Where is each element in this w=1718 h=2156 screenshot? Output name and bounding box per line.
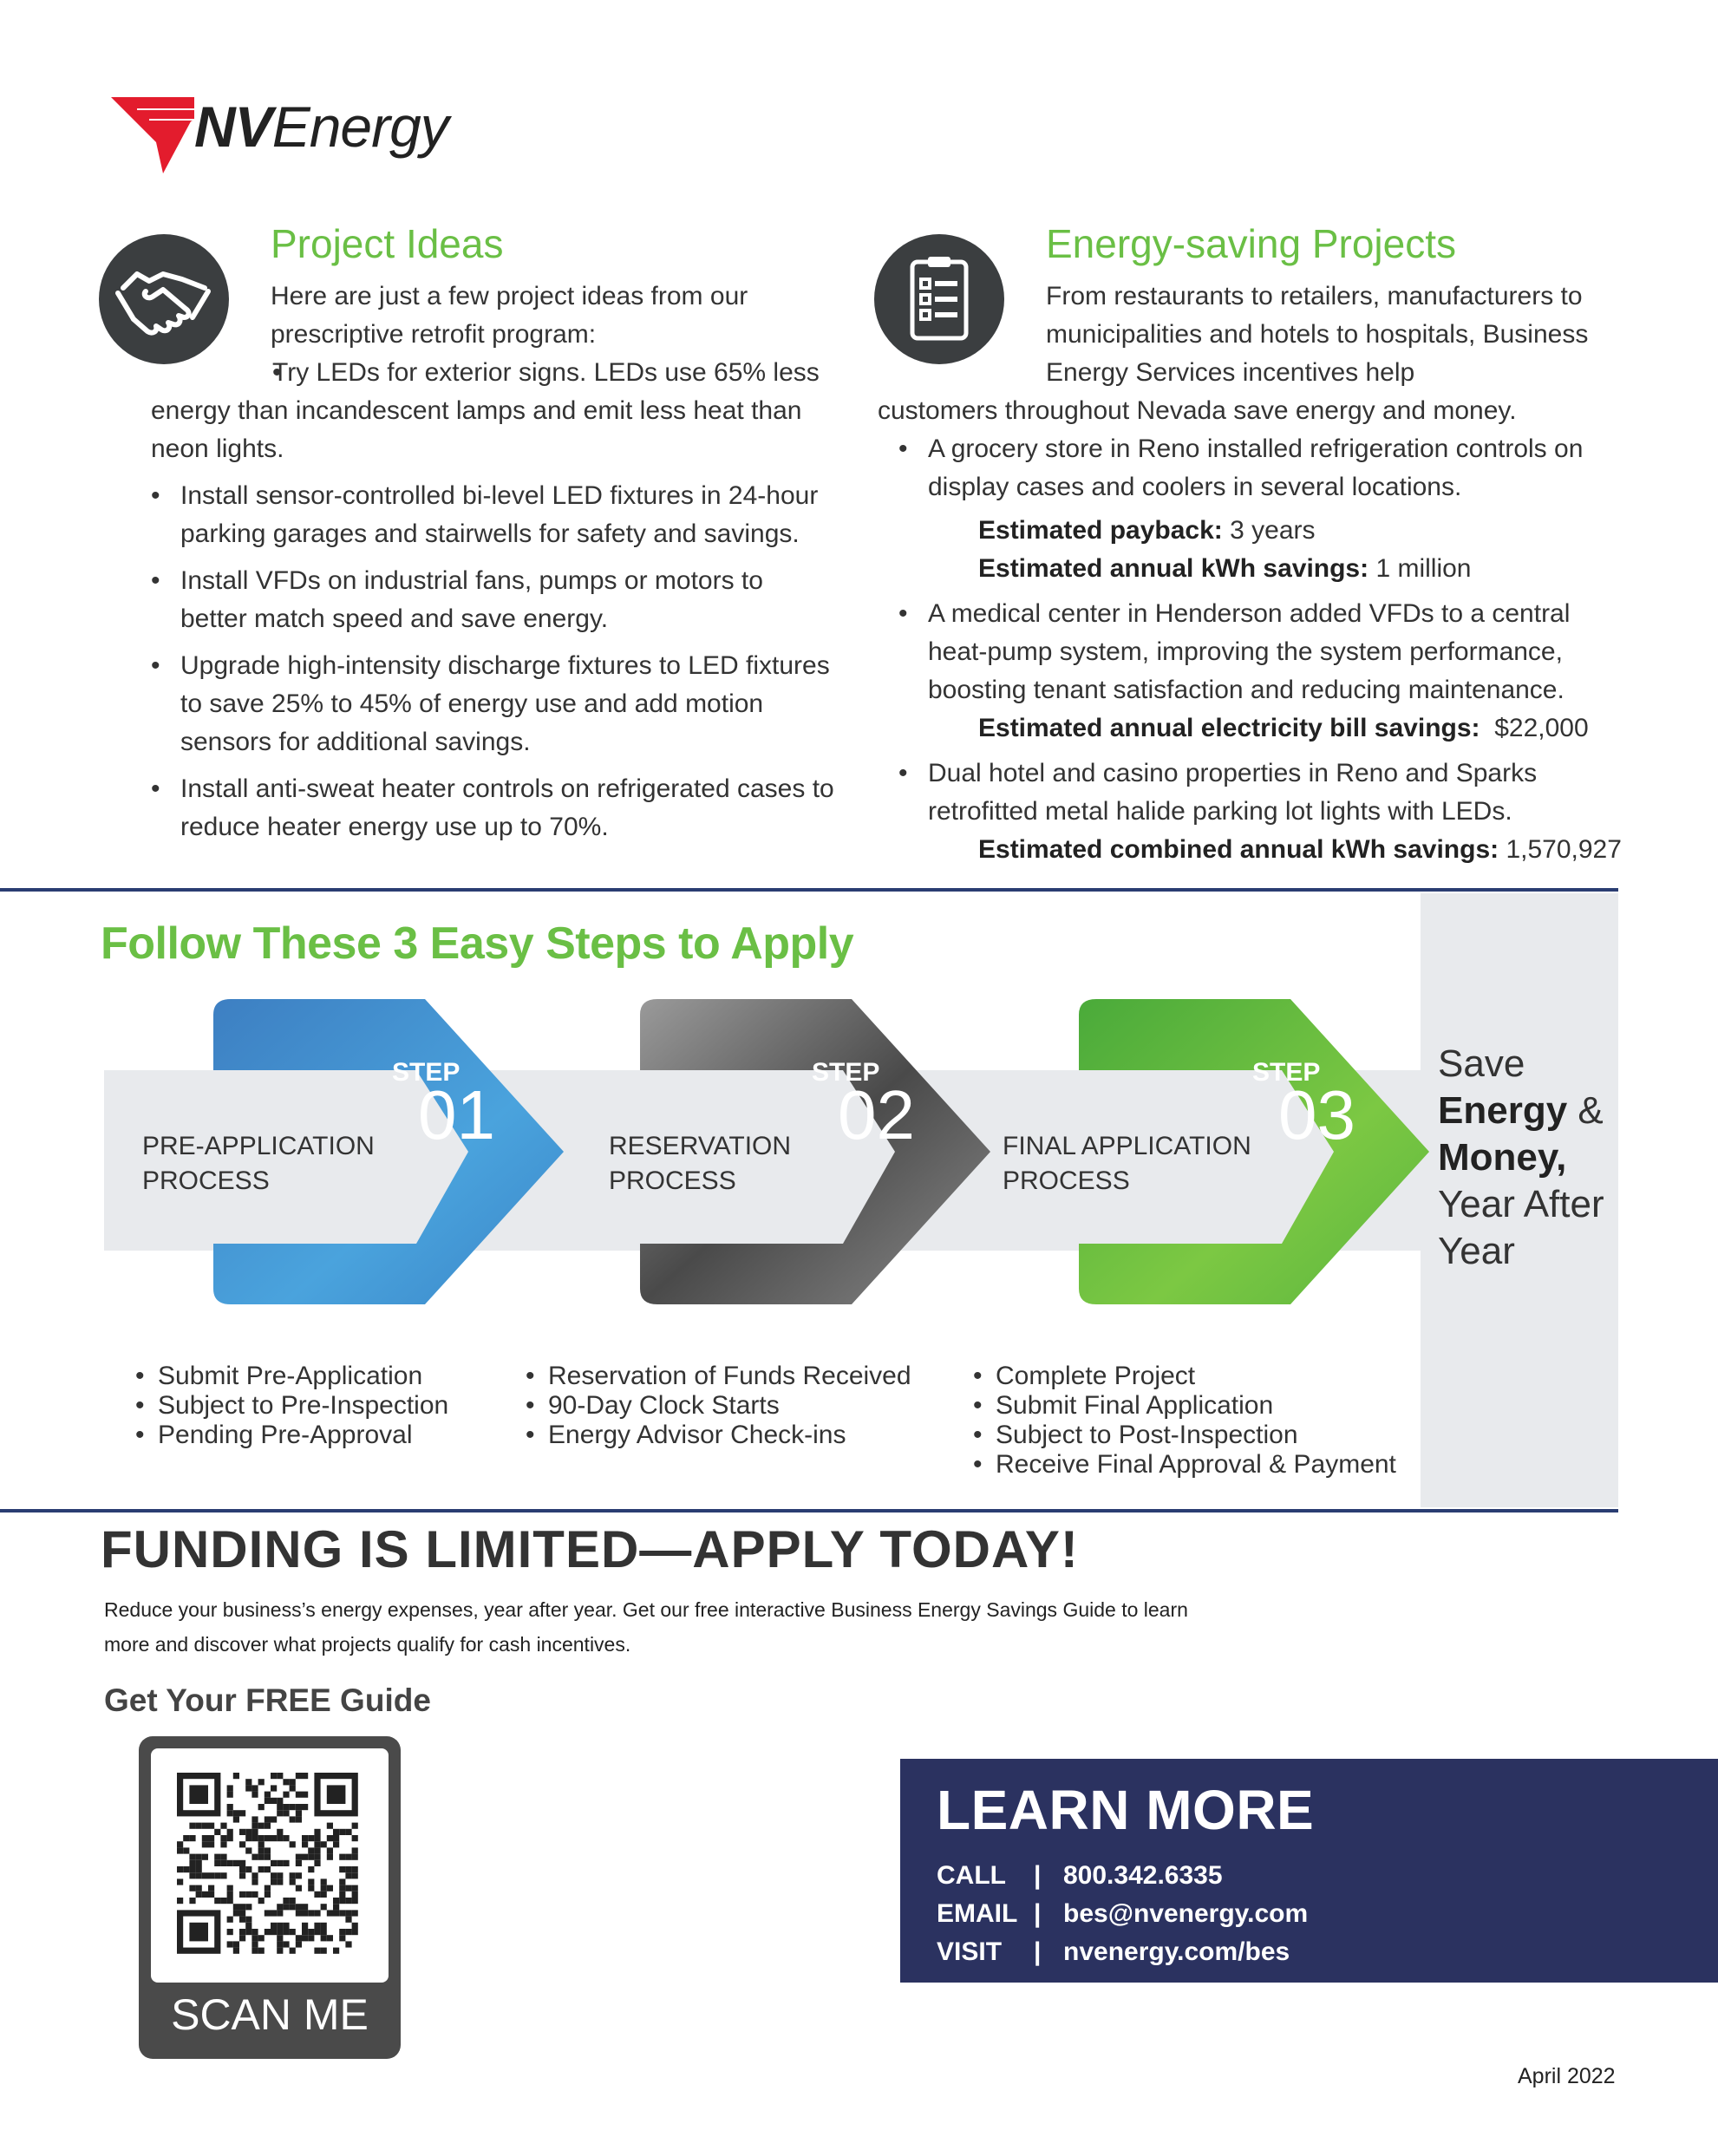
nv-energy-logo <box>111 94 475 180</box>
step-01-number: 01 <box>418 1076 495 1153</box>
list-item: • 90-Day Clock Starts <box>526 1391 911 1421</box>
steps-title: Follow These 3 Easy Steps to Apply <box>101 918 854 969</box>
list-item: • Subject to Post-Inspection <box>973 1421 1396 1450</box>
logo-wordmark: NVEnergy <box>194 95 448 159</box>
energy-projects-list <box>878 430 1623 869</box>
stat-line: Estimated combined annual kWh savings: 1,570,927 <box>978 835 1622 864</box>
energy-projects-title: Energy-saving Projects <box>1046 221 1456 266</box>
step-01-list <box>135 1362 448 1450</box>
energy-project-item: • Dual hotel and casino properties in Reno and Sparks retrofitted metal halide parking lot lights with LEDs. <box>898 755 1623 831</box>
project-ideas-intro: Here are just a few project ideas from our prescriptive retrofit program: <box>271 282 748 349</box>
scan-me-label: SCAN ME <box>171 1990 369 2039</box>
guide-heading: Get Your FREE Guide <box>104 1682 431 1718</box>
step-02-label: RESERVATION PROCESS <box>609 1132 792 1195</box>
phone-link[interactable]: 800.342.6335 <box>1063 1861 1223 1890</box>
list-item: • Complete Project <box>973 1362 1396 1391</box>
handshake-icon <box>99 234 229 364</box>
logo-mark-icon <box>111 94 194 180</box>
energy-projects-intro-1: From restaurants to retailers, manufacturers to municipalities and hotels to hospitals, Business Energy Services incentives help <box>1046 282 1589 387</box>
step-01-word: STEP <box>392 1058 461 1087</box>
step-01-label: PRE-APPLICATION PROCESS <box>142 1132 375 1195</box>
step-03-label: FINAL APPLICATION PROCESS <box>1003 1132 1251 1195</box>
qr-code-icon[interactable] <box>151 1748 389 1983</box>
list-item: • Pending Pre-Approval <box>135 1421 448 1450</box>
publication-date: April 2022 <box>1518 2064 1616 2088</box>
stat-line: Estimated annual kWh savings: 1 million <box>978 554 1472 583</box>
project-idea-item: • Try LEDs for exterior signs. LEDs use 65% less energy than incandescent lamps and emit less heat than neon lights. <box>151 354 836 468</box>
save-energy-tagline: Save Energy & Money, Year After Year <box>1438 1042 1604 1272</box>
contact-call: CALL | 800.342.6335 <box>937 1861 1223 1890</box>
project-ideas-title: Project Ideas <box>271 221 504 266</box>
project-idea-item: • Install sensor-controlled bi-level LED fixtures in 24-hour parking garages and stairwells for safety and savings. <box>151 477 836 553</box>
project-ideas-list <box>151 354 836 855</box>
list-item: • Subject to Pre-Inspection <box>135 1391 448 1421</box>
learn-more-box <box>900 1759 1718 1983</box>
funding-paragraph: Reduce your business’s energy expenses, year after year. Get our free interactive Business Energy Savings Guide to learn more and discover what projects qualify for cash incentives. <box>104 1598 1188 1656</box>
list-item: • Receive Final Approval & Payment <box>973 1450 1396 1480</box>
step-03-word: STEP <box>1252 1058 1321 1087</box>
stat-line: Estimated annual electricity bill savings: $22,000 <box>978 714 1589 742</box>
qr-code-card[interactable] <box>139 1736 401 2059</box>
step-02-list <box>526 1362 911 1450</box>
website-link[interactable]: nvenergy.com/bes <box>1063 1937 1290 1966</box>
funding-headline: FUNDING IS LIMITED—APPLY TODAY! <box>101 1520 1079 1578</box>
step-02-word: STEP <box>812 1058 880 1087</box>
bottom-divider <box>0 1509 1618 1512</box>
energy-project-item: • A grocery store in Reno installed refrigeration controls on display cases and coolers in several locations. <box>898 430 1623 506</box>
list-item: • Energy Advisor Check-ins <box>526 1421 911 1450</box>
project-idea-item: • Install VFDs on industrial fans, pumps or motors to better match speed and save energy. <box>151 562 836 638</box>
stat-line: Estimated payback: 3 years <box>978 516 1316 545</box>
contact-visit: VISIT | nvenergy.com/bes <box>937 1937 1290 1966</box>
step-02-number: 02 <box>838 1076 915 1153</box>
learn-more-title: LEARN MORE <box>937 1779 1315 1841</box>
step-03-list <box>973 1362 1396 1480</box>
contact-email: EMAIL | bes@nvenergy.com <box>937 1899 1309 1928</box>
list-item: • Submit Pre-Application <box>135 1362 448 1391</box>
list-item: • Submit Final Application <box>973 1391 1396 1421</box>
energy-projects-intro-2: customers throughout Nevada save energy and money. <box>878 396 1517 425</box>
step-03-number: 03 <box>1278 1076 1355 1153</box>
energy-project-item: • A medical center in Henderson added VFDs to a central heat-pump system, improving the system performance, boosting tenant satisfaction and reducing maintenance. <box>898 595 1623 709</box>
project-idea-item: • Upgrade high-intensity discharge fixtures to LED fixtures to save 25% to 45% of energy use and add motion sensors for additional savings. <box>151 647 836 761</box>
clipboard-checklist-icon <box>874 234 1004 364</box>
list-item: • Reservation of Funds Received <box>526 1362 911 1391</box>
email-link[interactable]: bes@nvenergy.com <box>1063 1899 1309 1928</box>
top-divider <box>0 888 1618 892</box>
project-idea-item: • Install anti-sweat heater controls on refrigerated cases to reduce heater energy use up to 70%. <box>151 770 836 846</box>
